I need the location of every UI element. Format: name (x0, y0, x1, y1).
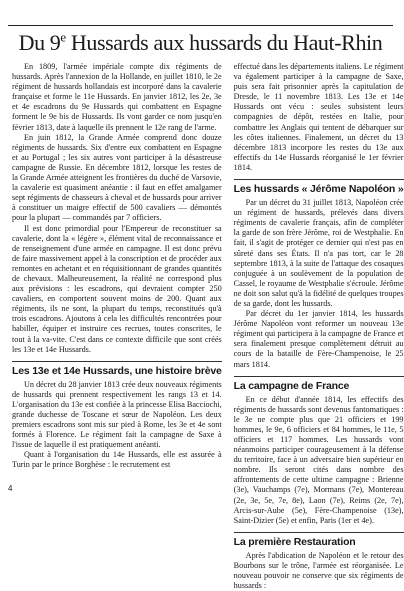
paragraph: En 1809, l'armée impériale compte dix régiments de hussards. Après l'annexion de la Hollande, en juillet 1810, le 2e régiment de hussards hollandais est incorporé dans la cavalerie française et forme le 11e Hussards. En janvier 1812, les 2e, 3e et 4e escadrons du 9e Hussards qui combattent en Espagne forment le 9e bis de Hussards. Ils vont garder ce nom jusqu'en février 1813, date à laquelle ils prennent le 12e rang de l'arme. (12, 62, 222, 132)
title-superscript: e (60, 29, 66, 45)
right-column (233, 62, 404, 591)
paragraph: Par un décret du 31 juillet 1813, Napoléon crée un régiment de hussards, prélevés dans divers régiments de cavalerie français, afin de compléter la garde de son frère Jérôme, roi de Westphalie. En fait, il s'agit de protéger ce dernier qui n'est pas en sûreté dans ses États. Il n'a pas tort, car le 28 septembre 1813, à la suite de l'attaque des cosaques conjuguée à un soulèvement de la population de Cassel, le royaume de Westphalie s'écroule. Jérôme ne doit son salut qu'à la fidélité de quelques troupes de sa garde, dont les hussards. (233, 198, 404, 308)
paragraph: Quant à l'organisation du 14e Hussards, elle est assurée à Turin par le prince Borghèse : le recrutement est (12, 450, 222, 470)
paragraph: Il est donc primordial pour l'Empereur de reconstituer sa cavalerie, dont la « légère », élément vital de reconnaissance et de renseignement d'une armée en campagne. Il est donc prévu de faire massivement appel à la conscription et de procéder aux remontes en achetant et en réquisitionnant de grandes quantités de chevaux. Malheureusement, la réalité ne correspond plus aux prévisions : les escadrons, qui devraient compter 250 cavaliers, en comportent souvent moins de 200. Quant aux régiments, ils ne sont, la plupart du temps, reconstitués qu'à trois escadrons. Ajoutons à cela les difficultés rencontrées pour habiller, équiper et instruire ces recrues, toutes conscrites, le tout à la va-vite. C'est dans ce contexte difficile que sont créés les 13e et 14e Hussards. (12, 223, 222, 354)
page-number: 4 (8, 484, 13, 493)
title-prefix: Du 9 (18, 30, 61, 55)
left-column (12, 62, 222, 494)
article-columns (12, 62, 404, 591)
paragraph: Un décret du 28 janvier 1813 crée deux nouveaux régiments de hussards qui prennent respectivement les rangs 13 et 14. L'organisation du 13e est confiée à la princesse Elisa Bacciochi, grande duchesse de Toscane et sœur de Napoléon. Les deux premiers escadrons sont mis sur pied à Rome, les 3e et 4e sont formés à Florence. Le régiment fait la campagne de Saxe à l'issue de laquelle il est pratiquement anéanti. (12, 379, 222, 450)
paragraph: En ce début d'année 1814, les effectifs des régiments de hussards sont devenus fantomatiques : le 3e ne compte plus que 21 officiers et 199 hommes, le 9e, 6 officiers et 84 hommes, le 11e, 5 officiers et 117 hommes. Les hussards vont néanmoins participer courageusement à la défense du territoire, face à un adversaire bien supérieur en nombre. Ils seront cités dans nombre des affrontements de cette ultime campagne : Brienne (3e), Vauchamps (7e), Mormans (7e), Montereau (2e, 3e, 5e, 7e, 8e), Laon (7e), Reims (2e, 7e), Arcis-sur-Aube (5e), Fère-Champenoise (13e), Saint-Dizier (5e) et enfin, Paris (1er et 4e). (233, 394, 404, 525)
title-suffix: Hussards aux hussards du Haut-Rhin (65, 30, 383, 55)
paragraph: En juin 1812, la Grande Armée comprend donc douze régiments de hussards. Six d'entre eux combattent en Espagne et au Portugal ; les six autres vont participer à la désastreuse campagne de Russie. En décembre 1812, lorsque les restes de la Grande Armée atteignent les frontières du duché de Varsovie, la cavalerie est quasiment anéantie : il faut en effet amalgamer sept régiments de chasseurs à cheval et de hussards pour arriver à constituer un maigre effectif de 500 cavaliers — démontés pour la plupart — commandés par 7 officiers. (12, 132, 222, 223)
article-title (8, 30, 393, 56)
section-heading: Les hussards « Jérôme Napoléon » (234, 179, 404, 196)
top-rule (8, 25, 393, 26)
section-heading: La campagne de France (234, 376, 404, 393)
paragraph: effectué dans les départements italiens. Le régiment va également participer à la campagne de Saxe, puis sera fait prisonnier après la capitulation de Dresde, le 11 novembre 1813. Les 13e et 14e Hussards ont vécu : seules subsistent leurs compagnies de dépôt, restées en Italie, pour combattre les Anglais qui tentent de débarquer sur les côtes italiennes. Finalement, un décret du 13 décembre 1813 incorpore les restes du 13e aux effectifs du 14e Hussards réorganisé le 1er février 1814. (233, 62, 404, 172)
paragraph: Après l'abdication de Napoléon et le retour des Bourbons sur le trône, l'armée est réorganisée. Le nouveau pouvoir ne conserve que six régiments de hussards : (233, 550, 404, 591)
section-heading: Les 13e et 14e Hussards, une histoire brève (12, 361, 222, 378)
paragraph: Par décret du 1er janvier 1814, les hussards Jérôme Napoléon vont reformer un nouveau 13e régiment qui participera à la campagne de France et sera finalement presque complètement détruit au cours de la bataille de Fère-Champenoise, le 25 mars 1814. (233, 309, 404, 369)
section-heading: La première Restauration (234, 532, 404, 549)
